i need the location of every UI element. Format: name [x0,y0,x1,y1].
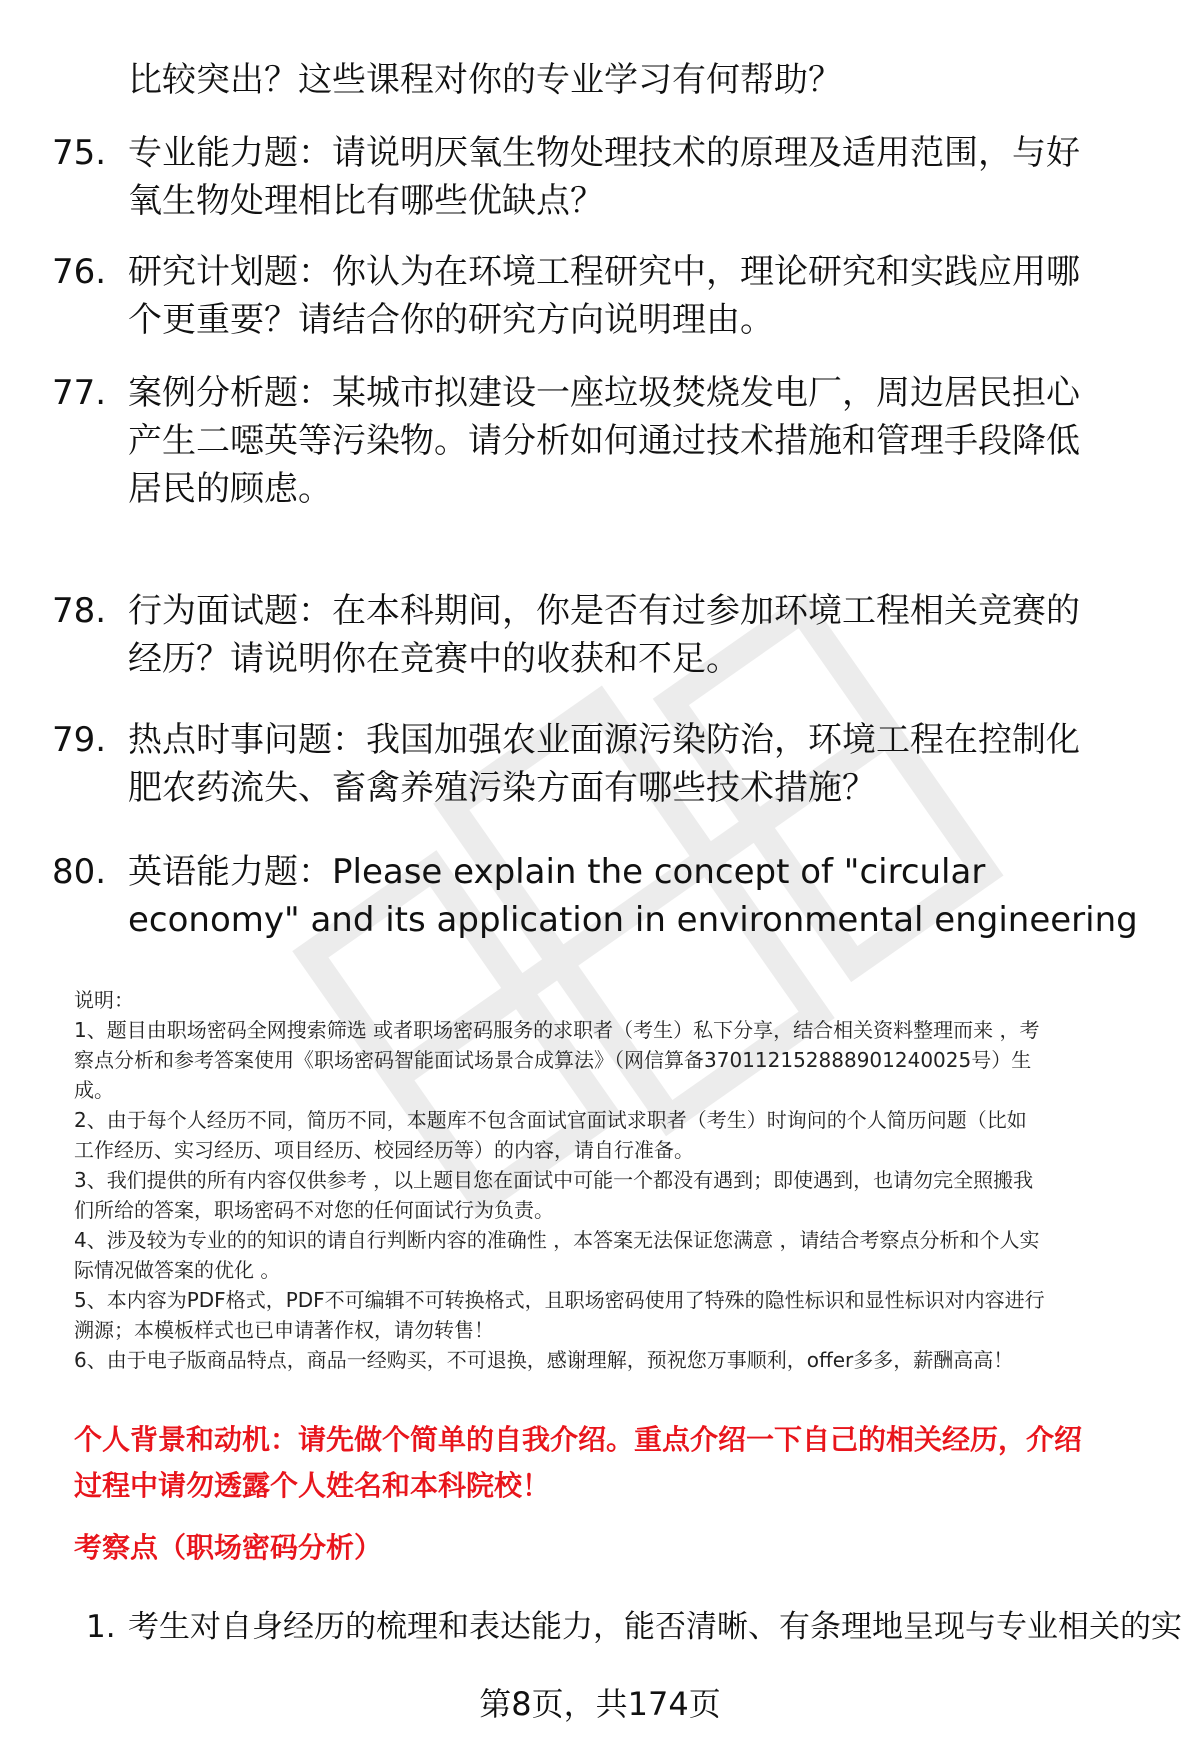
highlighted-question-line: 个人背景和动机：请先做个简单的自我介绍。重点介绍一下自己的相关经历，介绍 [74,1423,1083,1456]
question-number: 75. [52,133,107,173]
note-line: 溯源；本模板样式也已申请著作权，请勿转售！ [74,1318,494,1342]
question-text [128,248,1158,344]
note-line: 3、我们提供的所有内容仅供参考 ，以上题目您在面试中可能一个都没有遇到；即使遇到，也请勿完全照搬我 [74,1168,1034,1192]
page-footer: 第8页，共174页 [479,1685,721,1723]
question-number: 78. [52,591,107,631]
question-line: 经历？请说明你在竞赛中的收获和不足。 [128,639,740,679]
question-text [128,369,1158,513]
highlighted-question [74,1417,1164,1509]
question-number: 77. [52,373,107,413]
question-line: 产生二噁英等污染物。请分析如何通过技术措施和管理手段降低 [128,421,1080,461]
question-line: economy" and its application in environmental engineering [128,900,1138,940]
note-line: 2、由于每个人经历不同，简历不同，本题库不包含面试官面试求职者（考生）时询问的个人简历问题（比如 [74,1108,1027,1132]
note-line: 5、本内容为PDF格式，PDF不可编辑不可转换格式，且职场密码使用了特殊的隐性标识和显性标识对内容进行 [74,1288,1045,1312]
question-text [128,716,1158,812]
question-line: 研究计划题：你认为在环境工程研究中，理论研究和实践应用哪 [128,252,1080,292]
note-line: 察点分析和参考答案使用《职场密码智能面试场景合成算法》（网信算备370112152888901240025号）生 [74,1048,1032,1072]
assessment-point-text: 考生对自身经历的梳理和表达能力，能否清晰、有条理地呈现与专业相关的实 [128,1609,1182,1645]
note-line: 际情况做答案的优化 。 [74,1258,281,1282]
question-line: 热点时事问题：我国加强农业面源污染防治，环境工程在控制化 [128,720,1080,760]
question-number: 80. [52,852,107,892]
question-line: 专业能力题：请说明厌氧生物处理技术的原理及适用范围，与好 [128,133,1080,173]
assessment-point-number: 1. [86,1609,116,1645]
note-line: 成。 [74,1078,114,1102]
notes-title: 说明： [74,988,134,1012]
question-line: 居民的顾虑。 [128,469,332,509]
highlighted-question-line: 过程中请勿透露个人姓名和本科院校！ [74,1469,551,1502]
note-line: 6、由于电子版商品特点，商品一经购买，不可退换，感谢理解，预祝您万事顺利，offer多多，薪酬高高！ [74,1348,1014,1372]
question-line: 行为面试题：在本科期间，你是否有过参加环境工程相关竞赛的 [128,591,1080,631]
assessment-points-heading: 考察点（职场密码分析） [74,1531,383,1564]
question-line: 英语能力题：Please explain the concept of "circular [128,852,986,892]
note-line: 1、题目由职场密码全网搜索筛选 或者职场密码服务的求职者（考生）私下分享，结合相关资料整理而来 ，考 [74,1018,1040,1042]
question-text [128,587,1158,683]
notes-section [74,985,1164,1375]
note-line: 们所给的答案，职场密码不对您的任何面试行为负责。 [74,1198,554,1222]
question-text [128,129,1158,225]
question-text [128,848,1158,944]
question-line: 案例分析题：某城市拟建设一座垃圾焚烧发电厂，周边居民担心 [128,373,1080,413]
question-number: 76. [52,252,107,292]
question-continuation: 比较突出？这些课程对你的专业学习有何帮助？ [128,60,842,100]
question-line: 肥农药流失、畜禽养殖污染方面有哪些技术措施？ [128,768,876,808]
question-line: 个更重要？请结合你的研究方向说明理由。 [128,300,774,340]
note-line: 4、涉及较为专业的的知识的请自行判断内容的准确性 ，本答案无法保证您满意 ，请结合考察点分析和个人实 [74,1228,1040,1252]
question-line: 氧生物处理相比有哪些优缺点？ [128,181,604,221]
question-number: 79. [52,720,107,760]
note-line: 工作经历、实习经历、项目经历、校园经历等）的内容，请自行准备。 [74,1138,694,1162]
